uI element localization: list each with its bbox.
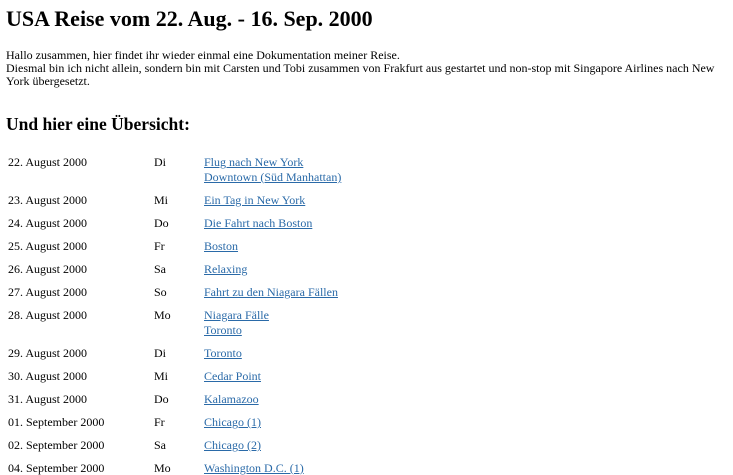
day-report-link[interactable]: Toronto [204,323,242,337]
schedule-row [8,392,568,407]
schedule-row [8,262,568,277]
row-links [204,155,341,185]
row-date: 04. September 2000 [8,461,105,475]
day-report-link[interactable]: Ein Tag in New York [204,193,306,207]
day-report-link[interactable]: Relaxing [204,262,248,276]
row-weekday: Mi [154,193,169,207]
schedule-row [8,216,568,231]
day-report-link[interactable]: Downtown (Süd Manhattan) [204,170,342,184]
schedule-row [8,461,568,475]
row-date: 02. September 2000 [8,438,105,452]
intro-text [6,49,731,88]
schedule-row [8,369,568,384]
day-report-link[interactable]: Toronto [204,346,242,360]
schedule-row [8,346,568,361]
row-date: 22. August 2000 [8,155,88,169]
row-links [204,392,259,407]
day-report-link[interactable]: Chicago (1) [204,415,261,429]
intro-line-1: Hallo zusammen, hier findet ihr wieder einmal eine Dokumentation meiner Reise. [6,48,400,62]
row-links [204,346,242,361]
intro-line-2: Diesmal bin ich nicht allein, sondern bin mit Carsten und Tobi zusammen von Frakfurt aus gestartet und non-stop mit Singapore Airlines nach New York übergesetzt. [6,61,715,88]
day-report-link[interactable]: Niagara Fälle [204,308,269,322]
row-weekday: Mi [154,369,169,383]
schedule-row [8,285,568,300]
day-report-link[interactable]: Die Fahrt nach Boston [204,216,313,230]
row-weekday: Di [154,155,166,169]
day-report-link[interactable]: Fahrt zu den Niagara Fällen [204,285,338,299]
row-links [204,239,238,254]
row-date: 24. August 2000 [8,216,88,230]
row-weekday: Fr [154,415,165,429]
schedule-table [8,155,568,475]
row-links [204,461,304,475]
day-report-link[interactable]: Kalamazoo [204,392,259,406]
row-date: 27. August 2000 [8,285,88,299]
day-report-link[interactable]: Chicago (2) [204,438,261,452]
schedule-row [8,308,568,338]
schedule-row [8,438,568,453]
row-links [204,216,312,231]
row-weekday: Fr [154,239,165,253]
row-links [204,193,305,208]
row-date: 31. August 2000 [8,392,88,406]
schedule-row [8,155,568,185]
row-date: 30. August 2000 [8,369,88,383]
row-links [204,415,261,430]
schedule-row [8,193,568,208]
row-date: 29. August 2000 [8,346,88,360]
row-weekday: So [154,285,167,299]
day-report-link[interactable]: Flug nach New York [204,155,304,169]
day-report-link[interactable]: Cedar Point [204,369,261,383]
row-date: 28. August 2000 [8,308,88,322]
row-weekday: Mo [154,308,171,322]
day-report-link[interactable]: Boston [204,239,239,253]
row-links [204,285,338,300]
row-date: 23. August 2000 [8,193,88,207]
row-links [204,262,247,277]
row-links [204,308,269,338]
row-date: 01. September 2000 [8,415,105,429]
overview-heading: Und hier eine Übersicht: [6,114,190,134]
row-weekday: Do [154,216,169,230]
schedule-row [8,415,568,430]
day-report-link[interactable]: Washington D.C. (1) [204,461,304,475]
row-weekday: Do [154,392,169,406]
row-links [204,369,261,384]
page-title: USA Reise vom 22. Aug. - 16. Sep. 2000 [6,6,373,31]
schedule-row [8,239,568,254]
row-weekday: Sa [154,262,166,276]
row-links [204,438,261,453]
row-weekday: Di [154,346,166,360]
row-date: 25. August 2000 [8,239,88,253]
row-weekday: Sa [154,438,166,452]
row-date: 26. August 2000 [8,262,88,276]
row-weekday: Mo [154,461,171,475]
